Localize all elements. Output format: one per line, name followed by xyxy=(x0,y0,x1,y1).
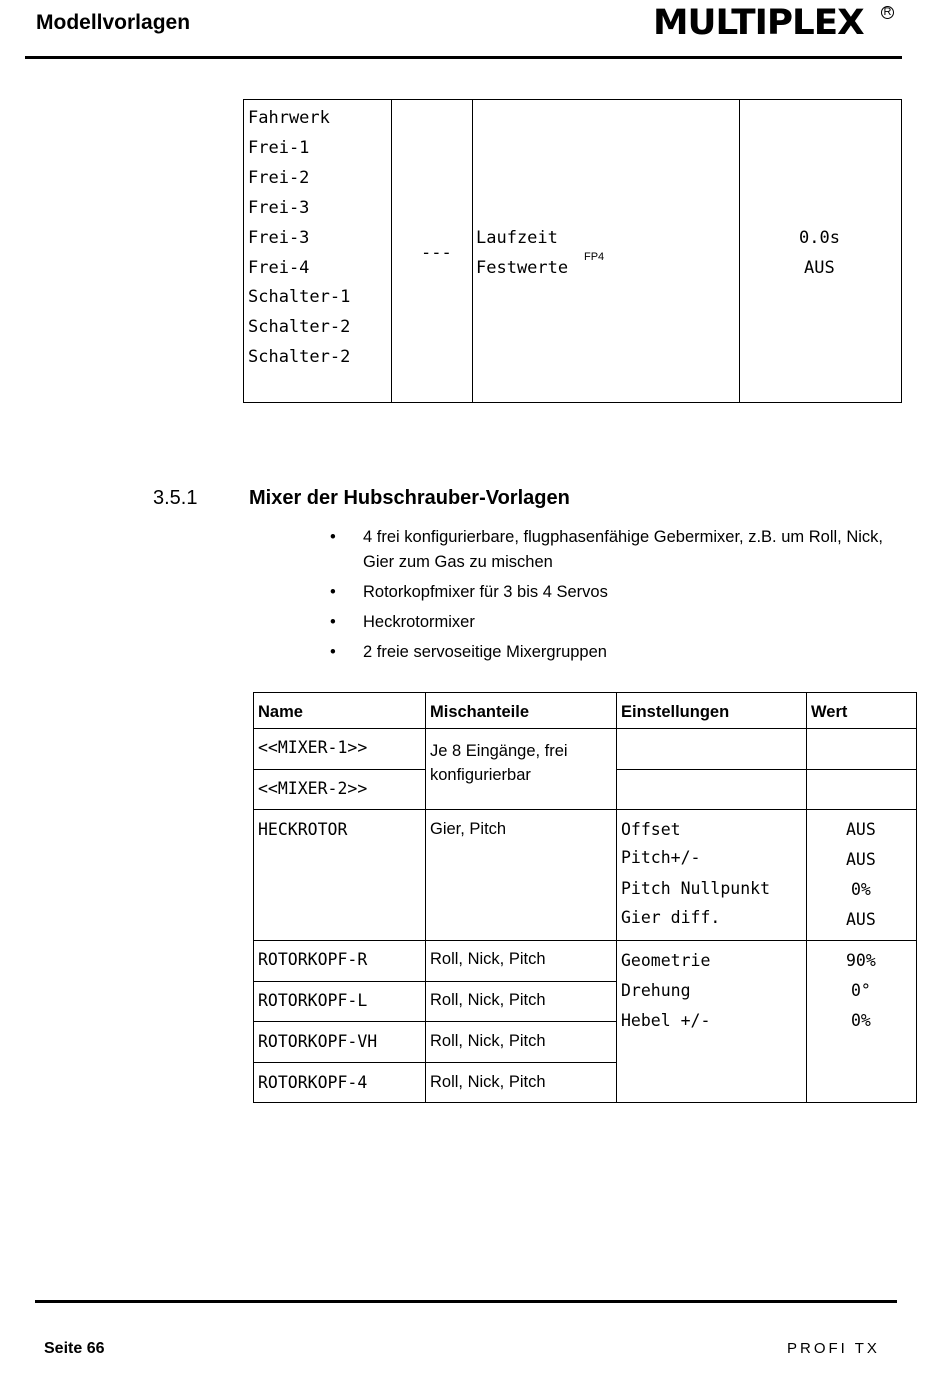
rotor-setting: Geometrie xyxy=(621,951,711,970)
header-rule xyxy=(25,56,902,59)
input-item: Frei-2 xyxy=(248,168,310,188)
dash-column xyxy=(391,100,473,402)
heck-value: AUS xyxy=(846,850,876,869)
mixer-1-name: <<MIXER-1>> xyxy=(258,738,368,757)
rotor-setting: Drehung xyxy=(621,981,691,1000)
inputs-column xyxy=(244,100,392,402)
heck-setting: Gier diff. xyxy=(621,908,721,927)
rotorkopf-parts: Roll, Nick, Pitch xyxy=(430,991,546,1009)
header-name: Name xyxy=(258,703,303,721)
rotorkopf-name: ROTORKOPF-R xyxy=(258,950,368,969)
page-header-title: Modellvorlagen xyxy=(36,11,191,34)
values-column xyxy=(739,100,901,402)
rotorkopf-parts: Roll, Nick, Pitch xyxy=(430,950,546,968)
header-einstellungen: Einstellungen xyxy=(621,703,730,721)
value-laufzeit: 0.0s xyxy=(799,228,840,248)
heck-value: AUS xyxy=(846,910,876,929)
fp-label: FP4 xyxy=(584,251,605,263)
list-item: • Heckrotormixer xyxy=(330,610,890,635)
heckrotor-name: HECKROTOR xyxy=(258,820,348,839)
rotor-setting: Hebel +/- xyxy=(621,1011,711,1030)
heckrotor-parts: Gier, Pitch xyxy=(430,820,507,838)
setting-festwerte: Festwerte xyxy=(476,258,569,278)
timer-settings-table xyxy=(243,99,902,403)
value-festwerte: AUS xyxy=(804,258,835,278)
heck-setting: Pitch Nullpunkt xyxy=(621,879,771,898)
feature-list xyxy=(330,525,890,670)
rotor-value: 90% xyxy=(846,951,876,970)
input-item: Frei-4 xyxy=(248,258,310,278)
heck-value: AUS xyxy=(846,820,876,839)
footer-rule xyxy=(35,1300,897,1303)
section-title: Mixer der Hubschrauber-Vorlagen xyxy=(249,487,570,509)
input-item: Schalter-2 xyxy=(248,347,351,367)
dash-value: --- xyxy=(421,243,452,263)
rotor-value: 0% xyxy=(851,1011,871,1030)
list-item: • Rotorkopfmixer für 3 bis 4 Servos xyxy=(330,580,890,605)
page-number: Seite 66 xyxy=(44,1340,105,1357)
rotorkopf-name: ROTORKOPF-L xyxy=(258,991,368,1010)
input-item: Fahrwerk xyxy=(248,108,330,128)
input-item: Frei-3 xyxy=(248,198,310,218)
header-wert: Wert xyxy=(811,703,848,721)
mixer-2-name: <<MIXER-2>> xyxy=(258,779,368,798)
input-item: Schalter-2 xyxy=(248,317,351,337)
setting-laufzeit: Laufzeit xyxy=(476,228,558,248)
heck-value: 0% xyxy=(851,880,871,899)
input-item: Frei-1 xyxy=(248,138,310,158)
rotorkopf-name: ROTORKOPF-VH xyxy=(258,1032,378,1051)
registered-mark: R xyxy=(881,6,894,19)
rotorkopf-name: ROTORKOPF-4 xyxy=(258,1073,368,1092)
list-item: • 2 freie servoseitige Mixergruppen xyxy=(330,640,890,665)
mixer-description: Je 8 Eingänge, frei konfigurierbar xyxy=(430,742,568,784)
settings-column xyxy=(472,100,740,402)
input-item: Schalter-1 xyxy=(248,287,351,307)
heck-setting: Offset xyxy=(621,820,681,839)
mixer-table xyxy=(253,692,917,1103)
input-item: Frei-3 xyxy=(248,228,310,248)
list-item: • 4 frei konfigurierbare, flugphasenfähige Gebermixer, z.B. um Roll, Nick, Gier zum Gas zu mischen xyxy=(330,525,890,575)
heck-setting: Pitch+/- xyxy=(621,848,701,867)
rotorkopf-parts: Roll, Nick, Pitch xyxy=(430,1032,546,1050)
header-mischanteile: Mischanteile xyxy=(430,703,530,721)
rotor-value: 0° xyxy=(851,981,871,1000)
section-number: 3.5.1 xyxy=(153,487,198,509)
product-name: PROFI TX xyxy=(787,1340,880,1357)
multiplex-logo: MULTIPLEX xyxy=(653,3,864,43)
rotorkopf-parts: Roll, Nick, Pitch xyxy=(430,1073,546,1091)
